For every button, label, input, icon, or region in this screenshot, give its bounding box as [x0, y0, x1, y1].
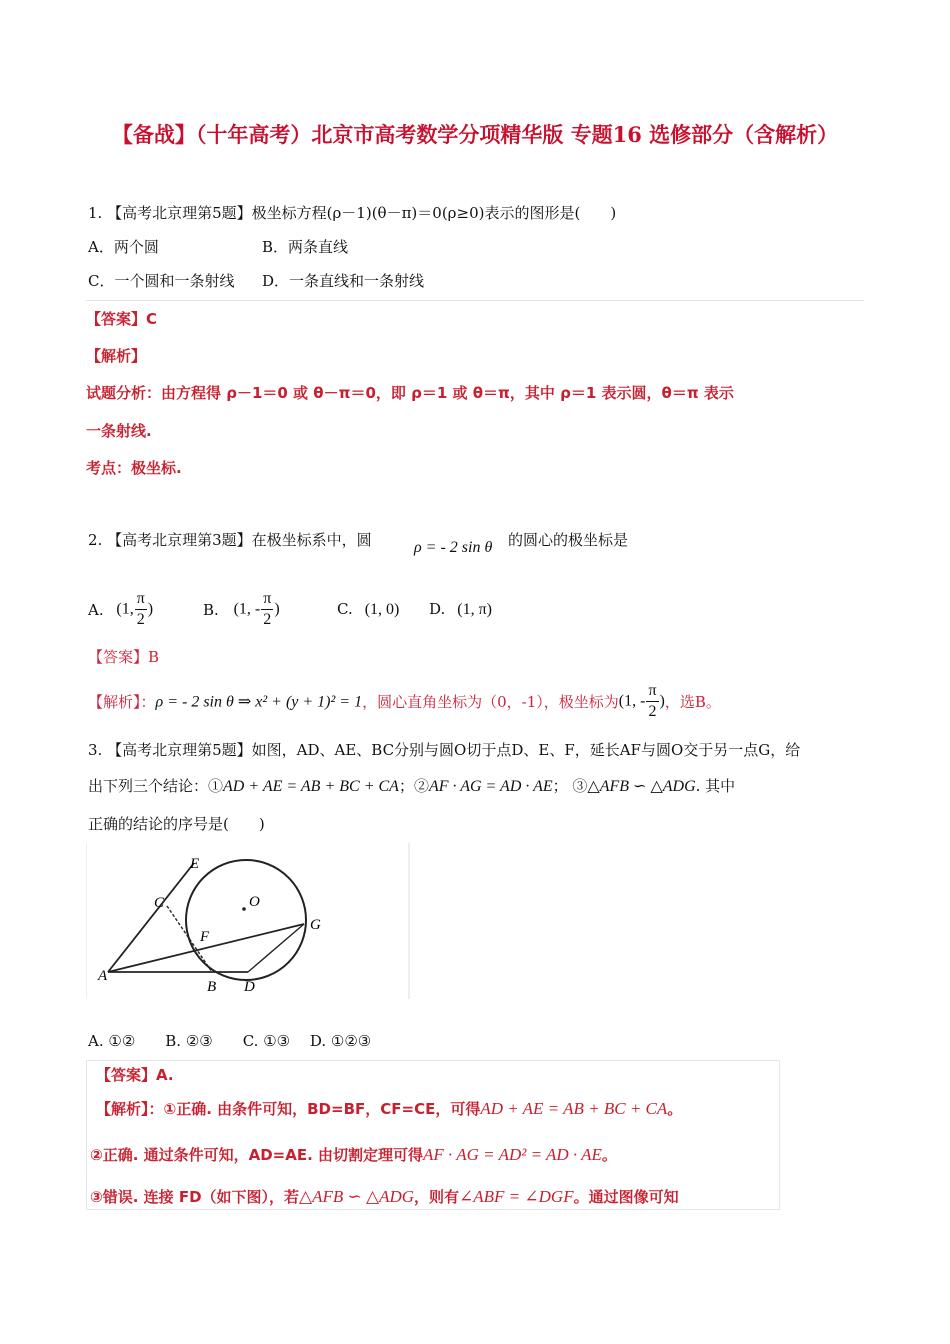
q2-option-b-num: π: [261, 591, 273, 610]
q3-s3-mid: ，则有: [414, 1188, 460, 1206]
q3-line2-post: . 其中: [695, 777, 736, 795]
q2-option-c-value: (1, 0): [364, 601, 400, 618]
q2-option-a: [88, 591, 153, 628]
q2-stem-equation: ρ = - 2 sin θ: [414, 539, 493, 556]
q3-s3-eq1: △AFB ∽ △ADG: [299, 1187, 415, 1206]
circle-o: [186, 860, 306, 980]
q1-option-a: A．两个圆: [88, 238, 159, 256]
q2-analysis-pre: (1, -: [618, 692, 646, 710]
page-title: 【备战】（十年高考）北京市高考数学分项精华版 专题16 选修部分（含解析）: [111, 122, 839, 147]
q3-line2-mid2: ； ③: [552, 777, 588, 795]
q2-analysis-post: ): [659, 692, 665, 710]
q2-analysis-end: ，选B。: [664, 693, 721, 711]
q3-line2-eq1: AD + AE = AB + BC + CA: [223, 778, 399, 795]
label-f: F: [200, 929, 210, 945]
q2-option-b-label: B.: [203, 600, 219, 619]
label-e: E: [190, 856, 200, 872]
q3-s2-pre: ②正确. 通过条件可知，AD=AE. 由切割定理可得: [90, 1146, 424, 1164]
q2-answer: 【答案】B: [88, 648, 160, 666]
q3-s3-eq2: ∠ABF = ∠DGF: [459, 1187, 574, 1206]
q1-option-d: D．一条直线和一条射线: [262, 272, 425, 290]
q3-stem-line1: 3. 【高考北京理第5题】如图，AD、AE、BC分别与圆O切于点D、E、F，延长AF与圆O交于另一点G，给: [88, 741, 801, 759]
q2-option-b: [203, 591, 280, 628]
q1-option-b: B．两条直线: [262, 238, 349, 256]
q2-option-d-value: (1, π): [457, 601, 492, 618]
q2-stem-pre: 2. 【高考北京理第3题】在极坐标系中，圆: [88, 531, 372, 549]
line-ae: [108, 863, 194, 972]
q2-option-a-pre: (1,: [116, 600, 134, 618]
q2-option-d: [429, 600, 492, 619]
label-o: O: [249, 894, 260, 910]
q2-option-b-fraction: [261, 591, 273, 628]
q1-answer-divider: [86, 300, 864, 301]
q3-stem-line3: 正确的结论的序号是( ): [88, 815, 265, 833]
q2-option-c: [337, 600, 399, 619]
q3-s2-end: 。: [601, 1146, 617, 1164]
q2-option-a-fraction: [135, 591, 147, 628]
q1-kaodian: 考点：极坐标.: [86, 459, 182, 477]
q3-s1-eq: AD + AE = AB + BC + CA: [480, 1099, 668, 1118]
q3-line2-eq3: △AFB ∽ △ADG: [587, 778, 696, 795]
q3-line2-pre: 出下列三个结论：①: [88, 777, 224, 795]
q2-analysis-equation: ρ = - 2 sin θ ⇒ x² + (y + 1)² = 1: [155, 693, 363, 711]
q2-option-b-pre: (1, -: [233, 600, 261, 618]
q1-option-c: C．一个圆和一条射线: [88, 272, 235, 290]
q3-s3-pre: ③错误. 连接 FD（如下图），若: [90, 1188, 300, 1206]
q1-analysis-line2: 一条射线.: [86, 422, 152, 440]
label-d: D: [244, 979, 255, 995]
q3-solution-1: [96, 1098, 682, 1119]
q3-line2-eq2: AF · AG = AD · AE: [428, 778, 553, 795]
q2-analysis-mid: ，圆心直角坐标为（0，-1），极坐标为: [362, 693, 619, 711]
q2-analysis-num: π: [646, 683, 658, 702]
q2-analysis-den: 2: [648, 703, 657, 720]
center-point-o: [242, 907, 246, 911]
q1-stem: 1. 【高考北京理第5题】极坐标方程(ρ－1)(θ－π)＝0(ρ≥0)表示的图形是( ): [88, 204, 617, 222]
q2-option-a-post: ): [147, 600, 154, 618]
q3-s3-end: 。通过图像可知: [573, 1188, 679, 1206]
label-b: B: [207, 979, 217, 995]
label-a: A: [98, 968, 108, 984]
label-c: C: [154, 895, 165, 911]
q1-analysis-line1: 试题分析：由方程得 ρ－1＝0 或 θ－π＝0，即 ρ＝1 或 θ＝π，其中 ρ＝1 表示圆，θ＝π 表示: [86, 384, 734, 402]
q3-stem-line2: [88, 775, 735, 796]
q3-options: A. ①② B. ②③ C. ①③ D. ①②③: [88, 1032, 372, 1050]
q2-option-b-post: ): [274, 600, 280, 618]
q2-analysis-fraction: [646, 683, 658, 720]
q3-s2-eq: AF · AG = AD² = AD · AE: [423, 1145, 602, 1164]
q2-option-d-label: D.: [429, 600, 446, 618]
q3-s1-pre: 【解析】：①正确. 由条件可知，BD=BF，CF=CE，可得: [96, 1100, 481, 1118]
q3-line2-mid1: ；②: [398, 777, 429, 795]
q3-solution-2: [90, 1144, 617, 1165]
q1-analysis-label: 【解析】: [86, 347, 147, 365]
q2-stem-post: 的圆心的极坐标是: [508, 531, 629, 549]
q2-analysis: [88, 683, 721, 720]
q1-answer: 【答案】C: [86, 310, 158, 328]
q2-option-c-label: C.: [337, 600, 353, 618]
q2-option-a-den: 2: [136, 611, 145, 628]
q2-option-b-den: 2: [263, 611, 272, 628]
q2-analysis-label: 【解析】：: [88, 693, 156, 711]
q3-s1-end: 。: [667, 1100, 683, 1118]
q2-option-a-num: π: [135, 591, 147, 610]
q2-option-a-label: A.: [88, 600, 104, 619]
label-g: G: [310, 917, 321, 933]
q3-answer: 【答案】A.: [96, 1066, 174, 1084]
q3-solution-3: [90, 1186, 679, 1207]
q3-geometry-figure: [86, 843, 410, 999]
